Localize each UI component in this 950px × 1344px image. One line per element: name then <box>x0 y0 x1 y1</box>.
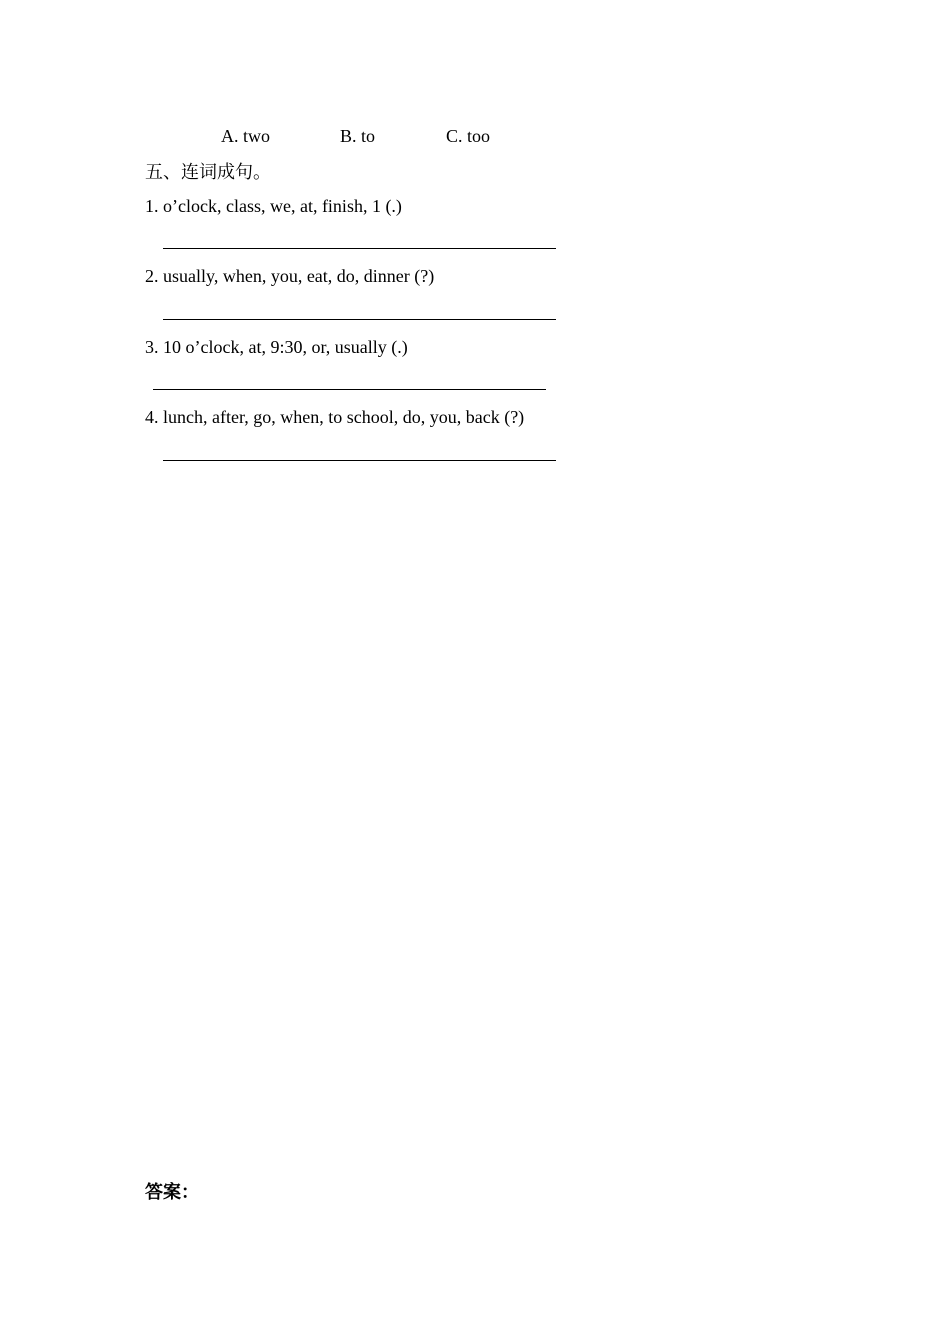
answer-line-2[interactable] <box>163 319 556 320</box>
option-b: B. to <box>340 126 376 146</box>
question-4: 4. lunch, after, go, when, to school, do, you, back (?) <box>145 407 525 427</box>
question-2: 2. usually, when, you, eat, do, dinner (?) <box>145 266 435 286</box>
answer-line-1[interactable] <box>163 248 556 249</box>
section-heading: 五、连词成句。 <box>145 162 271 182</box>
question-3: 3. 10 o’clock, at, 9:30, or, usually (.) <box>145 337 408 357</box>
question-1: 1. o’clock, class, we, at, finish, 1 (.) <box>145 196 402 216</box>
option-c: C. too <box>446 126 491 146</box>
answer-line-4[interactable] <box>163 460 556 461</box>
answer-label: 答案： <box>145 1182 199 1202</box>
option-a: A. two <box>221 126 270 146</box>
answer-line-3[interactable] <box>153 389 546 390</box>
